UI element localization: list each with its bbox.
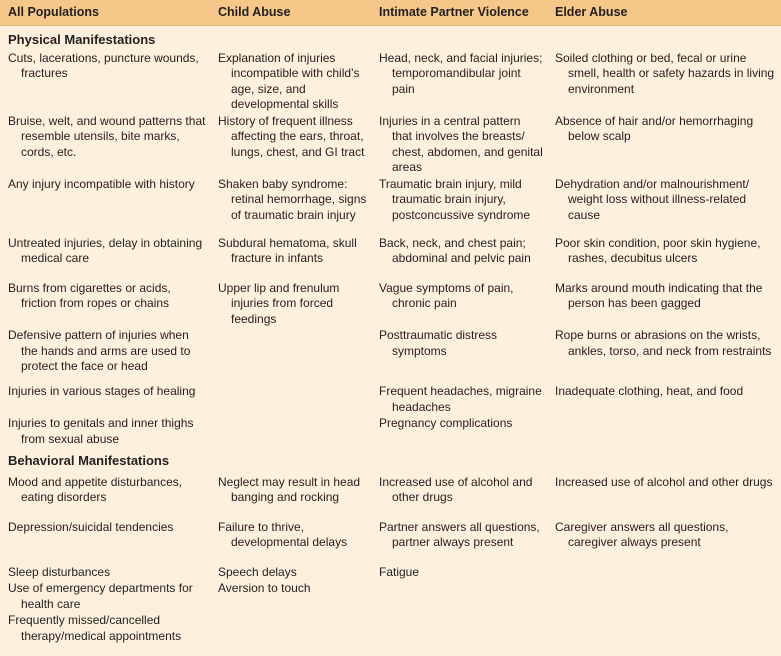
table-cell: Head, neck, and facial injuries; temporomandibular joint pain: [379, 50, 543, 96]
section-row: [0, 26, 781, 50]
table-cell: Any injury incompatible with history: [8, 176, 195, 191]
physical-section-title: Physical Manifestations: [8, 32, 156, 47]
table-cell: History of frequent illness affecting the ears, throat, lungs, chest, and GI tract: [218, 113, 365, 159]
table-cell: Caregiver answers all questions, caregiver always present: [555, 519, 729, 549]
table-cell: Vague symptoms of pain, chronic pain: [379, 280, 514, 310]
table-cell: Inadequate clothing, heat, and food: [555, 384, 744, 398]
table-cell: Rope burns or abrasions on the wrists, ankles, torso, and neck from restraints: [555, 328, 772, 358]
table-cell: Untreated injuries, delay in obtaining medical care: [8, 235, 203, 265]
header-all-populations: All Populations: [0, 0, 210, 26]
table-cell: Increased use of alcohol and other drugs: [555, 474, 773, 489]
table-cell: Frequent headaches, migraine headaches: [379, 384, 542, 414]
table-cell: Pregnancy complications: [379, 416, 513, 430]
table-cell: Speech delays: [218, 564, 297, 579]
table-cell: Soiled clothing or bed, fecal or urine smell, health or safety hazards in living environment: [555, 50, 775, 96]
header-child-abuse: Child Abuse: [210, 0, 371, 26]
table-cell: Fatigue: [379, 564, 420, 579]
table-cell: Subdural hematoma, skull fracture in infants: [218, 235, 357, 265]
table-cell: Increased use of alcohol and other drugs: [379, 474, 533, 504]
table-cell: Cuts, lacerations, puncture wounds, fractures: [8, 50, 199, 80]
table-cell: Dehydration and/or malnourishment/ weight loss without illness-related cause: [555, 176, 750, 222]
header-elder-abuse: Elder Abuse: [547, 0, 781, 26]
table-cell: Shaken baby syndrome: retinal hemorrhage, signs of traumatic brain injury: [218, 176, 367, 222]
table-cell: Traumatic brain injury, mild traumatic brain injury, postconcussive syndrome: [379, 176, 531, 222]
behavioral-section-title: Behavioral Manifestations: [8, 453, 170, 468]
table-row: [0, 415, 781, 447]
table-cell: Use of emergency departments for health care: [8, 581, 193, 611]
header-intimate-partner-violence: Intimate Partner Violence: [371, 0, 547, 26]
table-cell: Failure to thrive, developmental delays: [218, 519, 348, 549]
table-cell: Partner answers all questions, partner always present: [379, 519, 540, 549]
table-row: [0, 580, 781, 612]
table-row: [0, 113, 781, 176]
table-cell: Explanation of injuries incompatible with child’s age, size, and developmental skills: [218, 50, 360, 111]
table-cell: Bruise, welt, and wound patterns that resemble utensils, bite marks, cords, etc.: [8, 113, 206, 159]
table-row: [0, 327, 781, 383]
table-cell: Upper lip and frenulum injuries from forced feedings: [218, 280, 340, 326]
table-row: [0, 235, 781, 280]
table-cell: Poor skin condition, poor skin hygiene, rashes, decubitus ulcers: [555, 235, 761, 265]
table-row: [0, 519, 781, 564]
table-cell: Posttraumatic distress symptoms: [379, 328, 498, 358]
table-cell: Back, neck, and chest pain; abdominal and pelvic pain: [379, 235, 531, 265]
table-cell: Marks around mouth indicating that the person has been gagged: [555, 280, 763, 310]
table-row: [0, 280, 781, 328]
table-cell: Mood and appetite disturbances, eating disorders: [8, 474, 183, 504]
table-cell: Injuries to genitals and inner thighs from sexual abuse: [8, 416, 194, 446]
table-cell: Defensive pattern of injuries when the hands and arms are used to protect the face or head: [8, 328, 191, 373]
table-row: [0, 383, 781, 415]
table-cell: Absence of hair and/or hemorrhaging below scalp: [555, 113, 754, 143]
table-cell: Injuries in a central pattern that involves the breasts/ chest, abdomen, and genital areas: [379, 113, 543, 174]
table-cell: Aversion to touch: [218, 581, 311, 595]
table-row: [0, 471, 781, 519]
table-row: [0, 176, 781, 235]
table-cell: Injuries in various stages of healing: [8, 384, 196, 398]
table-cell: Depression/suicidal tendencies: [8, 519, 174, 534]
table-row: [0, 612, 781, 645]
table-cell: Burns from cigarettes or acids, friction from ropes or chains: [8, 280, 171, 310]
table-row: [0, 564, 781, 581]
table-cell: Frequently missed/cancelled therapy/medical appointments: [8, 613, 182, 643]
table-cell: Sleep disturbances: [8, 564, 111, 579]
section-row: [0, 447, 781, 471]
table-row: [0, 50, 781, 113]
header-row: [0, 0, 781, 26]
table-cell: Neglect may result in head banging and rocking: [218, 474, 361, 504]
